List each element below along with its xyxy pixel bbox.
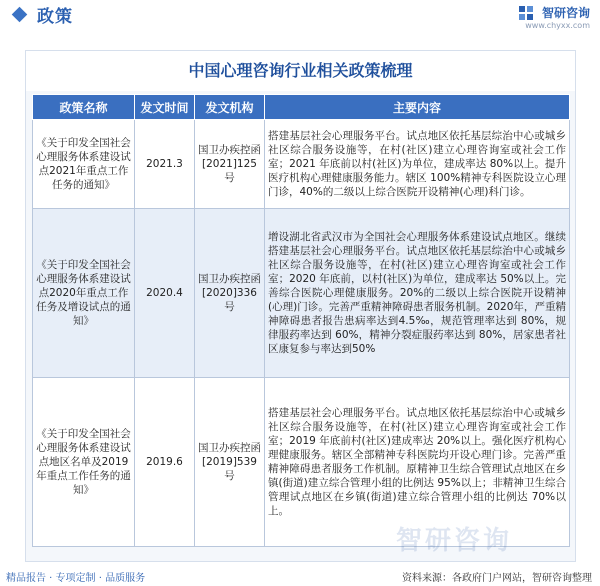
policy-name-cell: 《关于印发全国社会心理服务体系建设试点2020年重点工作任务及增设试点的通知》 — [33, 209, 135, 378]
diamond-icon — [12, 7, 28, 23]
column-header-name: 政策名称 — [33, 95, 135, 120]
footer-source: 资料来源：各政府门户网站，智研咨询整理 — [402, 573, 592, 584]
footer-slogan: 精品报告 · 专项定制 · 品质服务 — [6, 573, 146, 584]
column-header-org: 发文机构 — [195, 95, 265, 120]
table-header-row — [33, 95, 570, 120]
policy-table — [32, 94, 570, 547]
brand-url[interactable]: www.chyxx.com — [525, 21, 590, 30]
policy-date-cell: 2019.6 — [135, 378, 195, 547]
policy-content-cell: 搭建基层社会心理服务平台。试点地区依托基层综治中心或城乡社区综合服务设施等，在村(社区)建立心理咨询室或社会工作室；2019 年底前村(社区)建成率达 20%以上。强化医疗机构心理健康服务。辖区全部精神专科医院均开设心理门诊。完善严重精神障碍患者服务工作机制。原精神卫生综合管理试点地区在乡镇(街道)建立综合管理小组的比例达 95%以上；非精神卫生综合管理试点地区在乡镇(街道)建立综合管理小组的比例达 70%以上。 — [265, 378, 570, 547]
panel-title: 中国心理咨询行业相关政策梳理 — [26, 51, 575, 91]
page-header — [0, 0, 600, 40]
section-title: 政策 — [37, 7, 73, 27]
brand-logo-icon — [518, 5, 534, 21]
column-header-content: 主要内容 — [265, 95, 570, 120]
policy-name-cell: 《关于印发全国社会心理服务体系建设试点2021年重点工作任务的通知》 — [33, 120, 135, 209]
policy-org-cell: 国卫办疾控函[2020]336号 — [195, 209, 265, 378]
table-row — [33, 209, 570, 378]
policy-org-cell: 国卫办疾控函[2019]539号 — [195, 378, 265, 547]
brand-name: 智研咨询 — [541, 6, 590, 20]
policy-content-cell: 增设湖北省武汉市为全国社会心理服务体系建设试点地区。继续搭建基层社会心理服务平台。试点地区依托基层综治中心或城乡社区综合服务设施等，在村(社区)建立心理咨询室或社会工作室；2020 年底前，以村(社区)为单位，建成率达 50%以上。完善综合医院心理健康服务。20%的二级以上综合医院开设精神(心理)门诊。完善严重精神障碍患者服务机制。2020年，严重精神障碍患者报告患病率达到4.5‰，规范管理率达到 80%，规律服药率达到 60%，精神分裂症服药率达到 80%，居家患者社区康复参与率达到50% — [265, 209, 570, 378]
column-header-date: 发文时间 — [135, 95, 195, 120]
policy-date-cell: 2021.3 — [135, 120, 195, 209]
policy-name-cell: 《关于印发全国社会心理服务体系建设试点地区名单及2019年重点工作任务的通知》 — [33, 378, 135, 547]
policy-date-cell: 2020.4 — [135, 209, 195, 378]
policy-org-cell: 国卫办疾控函[2021]125号 — [195, 120, 265, 209]
table-row — [33, 120, 570, 209]
policy-panel — [25, 50, 576, 562]
page-footer — [0, 566, 600, 586]
watermark: 智研咨询 — [396, 526, 513, 556]
policy-content-cell: 搭建基层社会心理服务平台。试点地区依托基层综治中心或城乡社区综合服务设施等，在村(社区)建立心理咨询室或社会工作室；2021 年底前以村(社区)为单位，建成率达 80%以上。提升医疗机构心理健康服务能力。辖区 100%精神专科医院设立心理门诊，40%的二级以上综合医院开设精神(心理)科门诊。 — [265, 120, 570, 209]
brand-block[interactable] — [518, 2, 590, 30]
